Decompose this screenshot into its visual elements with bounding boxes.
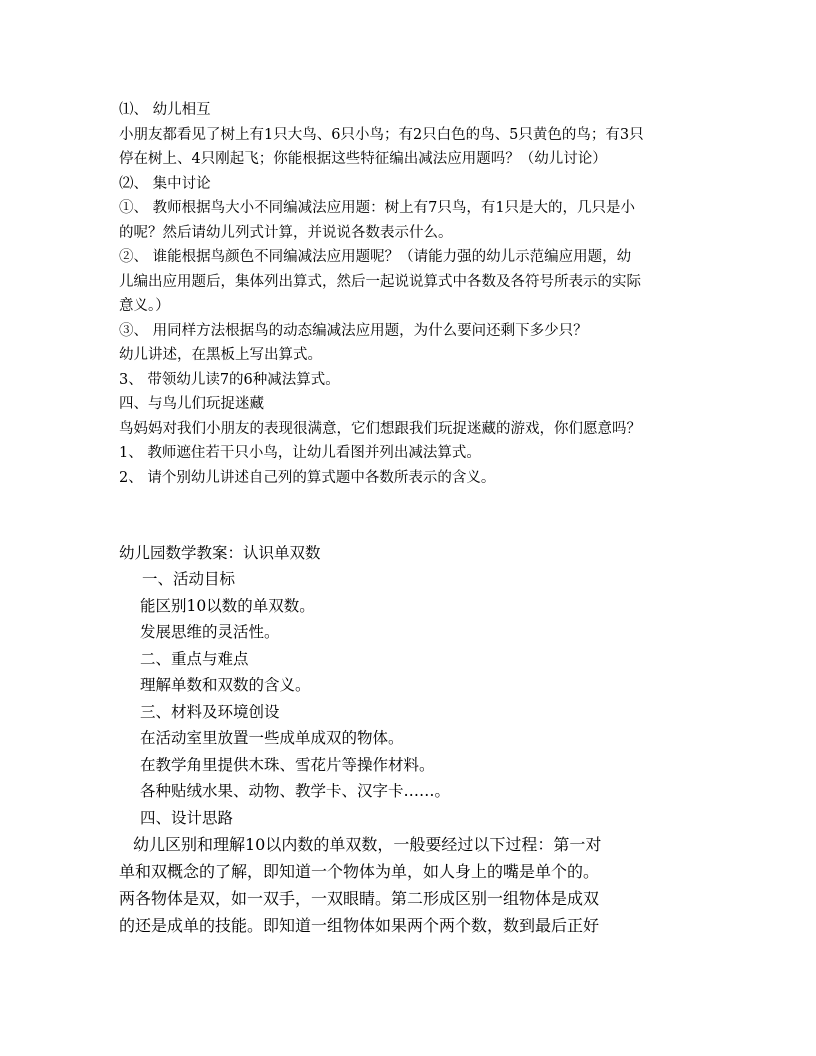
lesson-title: 幼儿园数学教案：认识单双数: [119, 544, 321, 562]
material-item: 各种贴绒水果、动物、教学卡、汉字卡……。: [140, 782, 451, 800]
paragraph-line: 单和双概念的了解，即知道一个物体为单，如人身上的嘴是单个的。: [119, 862, 600, 881]
text-line: 意义。）: [119, 298, 170, 314]
text-line: ①、 教师根据鸟大小不同编减法应用题：树上有7只鸟，有1只是大的，几只是小: [119, 200, 636, 216]
text-line: ②、 谁能根据鸟颜色不同编减法应用题呢？（请能力强的幼儿示范编应用题，幼: [119, 249, 632, 265]
step-heading: ⑴、 幼儿相互: [119, 102, 211, 118]
section-heading: 二、重点与难点: [140, 649, 249, 668]
lesson-continuation-section: [119, 98, 709, 490]
text-line: 小朋友都看见了树上有1只大鸟、6只小鸟；有2只白色的鸟、5只黄色的鸟；有3只: [119, 126, 644, 143]
goal-item: 能区别10以数的单双数。: [140, 596, 315, 615]
text-line: 的呢？然后请幼儿列式计算，并说说各数表示什么。: [119, 224, 453, 241]
material-item: 在活动室里放置一些成单成双的物体。: [140, 729, 404, 747]
step-heading: ⑵、 集中讨论: [119, 175, 211, 192]
paragraph-line: 幼儿区别和理解10以内数的单双数，一般要经过以下过程：第一对: [133, 835, 602, 854]
step-heading: 四、与鸟儿们玩捉迷藏: [119, 396, 264, 412]
section-heading: 一、活动目标: [142, 570, 236, 588]
text-line: ③、 用同样方法根据鸟的动态编减法应用题，为什么要问还剩下多少只？: [119, 322, 588, 339]
text-line: 停在树上、4只刚起飞；你能根据这些特征编出减法应用题吗？（幼儿讨论）: [119, 151, 607, 167]
text-line: 幼儿讲述，在黑板上写出算式。: [119, 347, 322, 363]
section-heading: 四、设计思路: [140, 808, 234, 827]
key-point-item: 理解单数和双数的含义。: [140, 676, 311, 694]
text-line: 鸟妈妈对我们小朋友的表现很满意，它们想跟我们玩捉迷藏的游戏，你们愿意吗？: [119, 420, 641, 437]
section-heading: 三、材料及环境创设: [140, 702, 280, 721]
text-line: 3、 带领幼儿读7的6种减法算式。: [119, 371, 340, 388]
text-line: 儿编出应用题后，集体列出算式，然后一起说说算式中各数及各符号所表示的实际: [119, 273, 641, 290]
paragraph-line: 的还是成单的技能。即知道一组物体如果两个两个数，数到最后正好: [119, 916, 600, 935]
goal-item: 发展思维的灵活性。: [140, 623, 280, 641]
text-line: 1、 教师遮住若干只小鸟，让幼儿看图并列出减法算式。: [119, 445, 481, 461]
text-line: 2、 请个别幼儿讲述自己列的算式题中各数所表示的含义。: [119, 469, 496, 486]
lesson-plan-section: [119, 540, 709, 939]
material-item: 在教学角里提供木珠、雪花片等操作材料。: [140, 755, 435, 774]
paragraph-line: 两各物体是双，如一双手，一双眼睛。第二形成区别一组物体是成双: [119, 889, 600, 908]
